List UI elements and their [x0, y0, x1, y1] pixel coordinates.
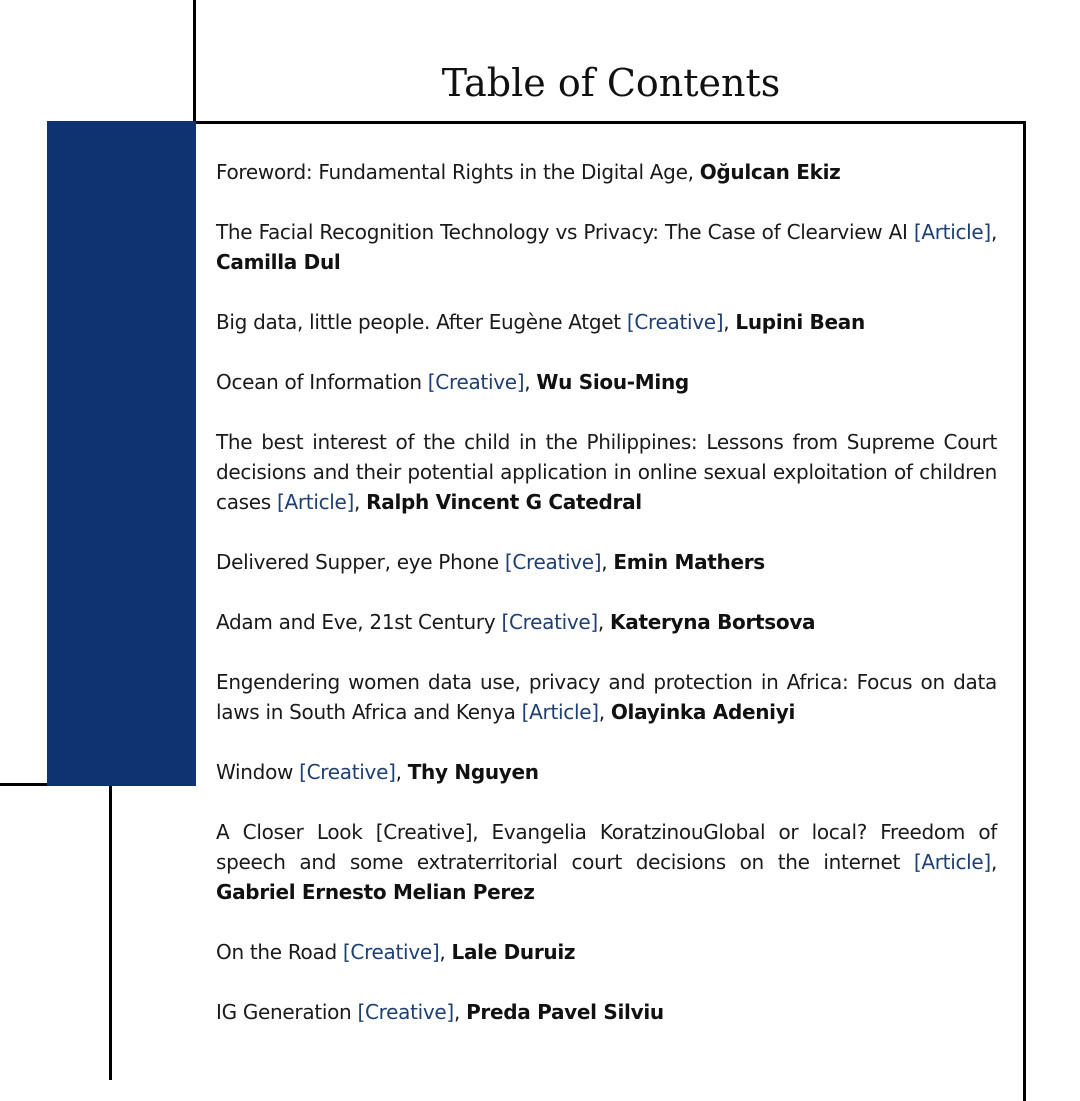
entry-author: Lupini Bean: [735, 310, 865, 334]
entry-separator: ,: [354, 490, 367, 514]
entry-tag: [Creative]: [342, 940, 440, 964]
entry-title: Foreword: Fundamental Rights in the Digital Age: [216, 160, 688, 184]
entry-separator: ,: [597, 610, 611, 634]
toc-entry: [216, 607, 997, 637]
entry-author: Wu Siou-Ming: [536, 370, 689, 394]
entry-title: Big data, little people. After Eugène Atget: [216, 310, 627, 334]
table-of-contents-list: [216, 157, 997, 1057]
entry-separator: ,: [524, 370, 537, 394]
toc-entry: [216, 937, 997, 967]
entry-author: Ralph Vincent G Catedral: [366, 490, 642, 514]
entry-separator: ,: [990, 850, 997, 874]
entry-separator: ,: [598, 700, 611, 724]
entry-title: Adam and Eve, 21st Century: [216, 610, 502, 634]
entry-separator: ,: [601, 550, 614, 574]
toc-entry: [216, 667, 997, 727]
entry-title: The best interest of the child in the Philippines: Lessons from Supreme Court decisions and their potential application in online sexual exploitation of children cases: [216, 430, 997, 514]
accent-color-block: [47, 121, 196, 786]
entry-tag: [Creative]: [501, 610, 598, 634]
entry-separator: ,: [439, 940, 452, 964]
entry-tag: [Article]: [913, 850, 991, 874]
toc-entry: [216, 307, 997, 337]
toc-entry: [216, 757, 997, 787]
entry-tag: [Creative]: [626, 310, 724, 334]
entry-title: On the Road: [216, 940, 343, 964]
entry-title: Engendering women data use, privacy and protection in Africa: Focus on data laws in South Africa and Kenya: [216, 670, 997, 724]
entry-author: Thy Nguyen: [407, 760, 539, 784]
entry-tag: [Article]: [913, 220, 991, 244]
entry-separator: ,: [395, 760, 408, 784]
entry-tag: [Creative]: [357, 1000, 454, 1024]
entry-title: Window: [216, 760, 300, 784]
entry-tag: [Article]: [276, 490, 355, 514]
toc-entry: [216, 997, 997, 1027]
toc-entry: [216, 547, 997, 577]
entry-tag: [Creative]: [427, 370, 525, 394]
page-title: Table of Contents: [441, 61, 781, 105]
entry-separator: ,: [687, 160, 700, 184]
entry-author: Lale Duruiz: [451, 940, 576, 964]
entry-title: IG Generation: [216, 1000, 358, 1024]
entry-author: Oğulcan Ekiz: [699, 160, 841, 184]
entry-tag: [Creative]: [504, 550, 602, 574]
entry-author: Gabriel Ernesto Melian Perez: [216, 880, 535, 904]
entry-title: The Facial Recognition Technology vs Privacy: The Case of Clearview AI: [216, 220, 914, 244]
entry-separator: ,: [990, 220, 997, 244]
toc-entry: [216, 367, 997, 397]
entry-author: Emin Mathers: [613, 550, 765, 574]
entry-separator: ,: [723, 310, 736, 334]
entry-tag: [Creative]: [299, 760, 396, 784]
entry-title: Delivered Supper, eye Phone: [216, 550, 505, 574]
entry-author: Kateryna Bortsova: [610, 610, 816, 634]
entry-author: Camilla Dul: [216, 250, 341, 274]
entry-author: Preda Pavel Silviu: [466, 1000, 664, 1024]
entry-tag: [Article]: [521, 700, 599, 724]
entry-author: Olayinka Adeniyi: [610, 700, 796, 724]
entry-title: Ocean of Information: [216, 370, 428, 394]
toc-entry: [216, 157, 997, 187]
frame-line-left-vertical: [109, 783, 112, 1080]
toc-entry: [216, 217, 997, 277]
entry-title: A Closer Look [Creative], Evangelia KoratzinouGlobal or local? Freedom of speech and some extraterritorial court decisions on the internet: [216, 820, 997, 874]
entry-separator: ,: [453, 1000, 467, 1024]
toc-entry: [216, 427, 997, 517]
toc-entry: [216, 817, 997, 907]
